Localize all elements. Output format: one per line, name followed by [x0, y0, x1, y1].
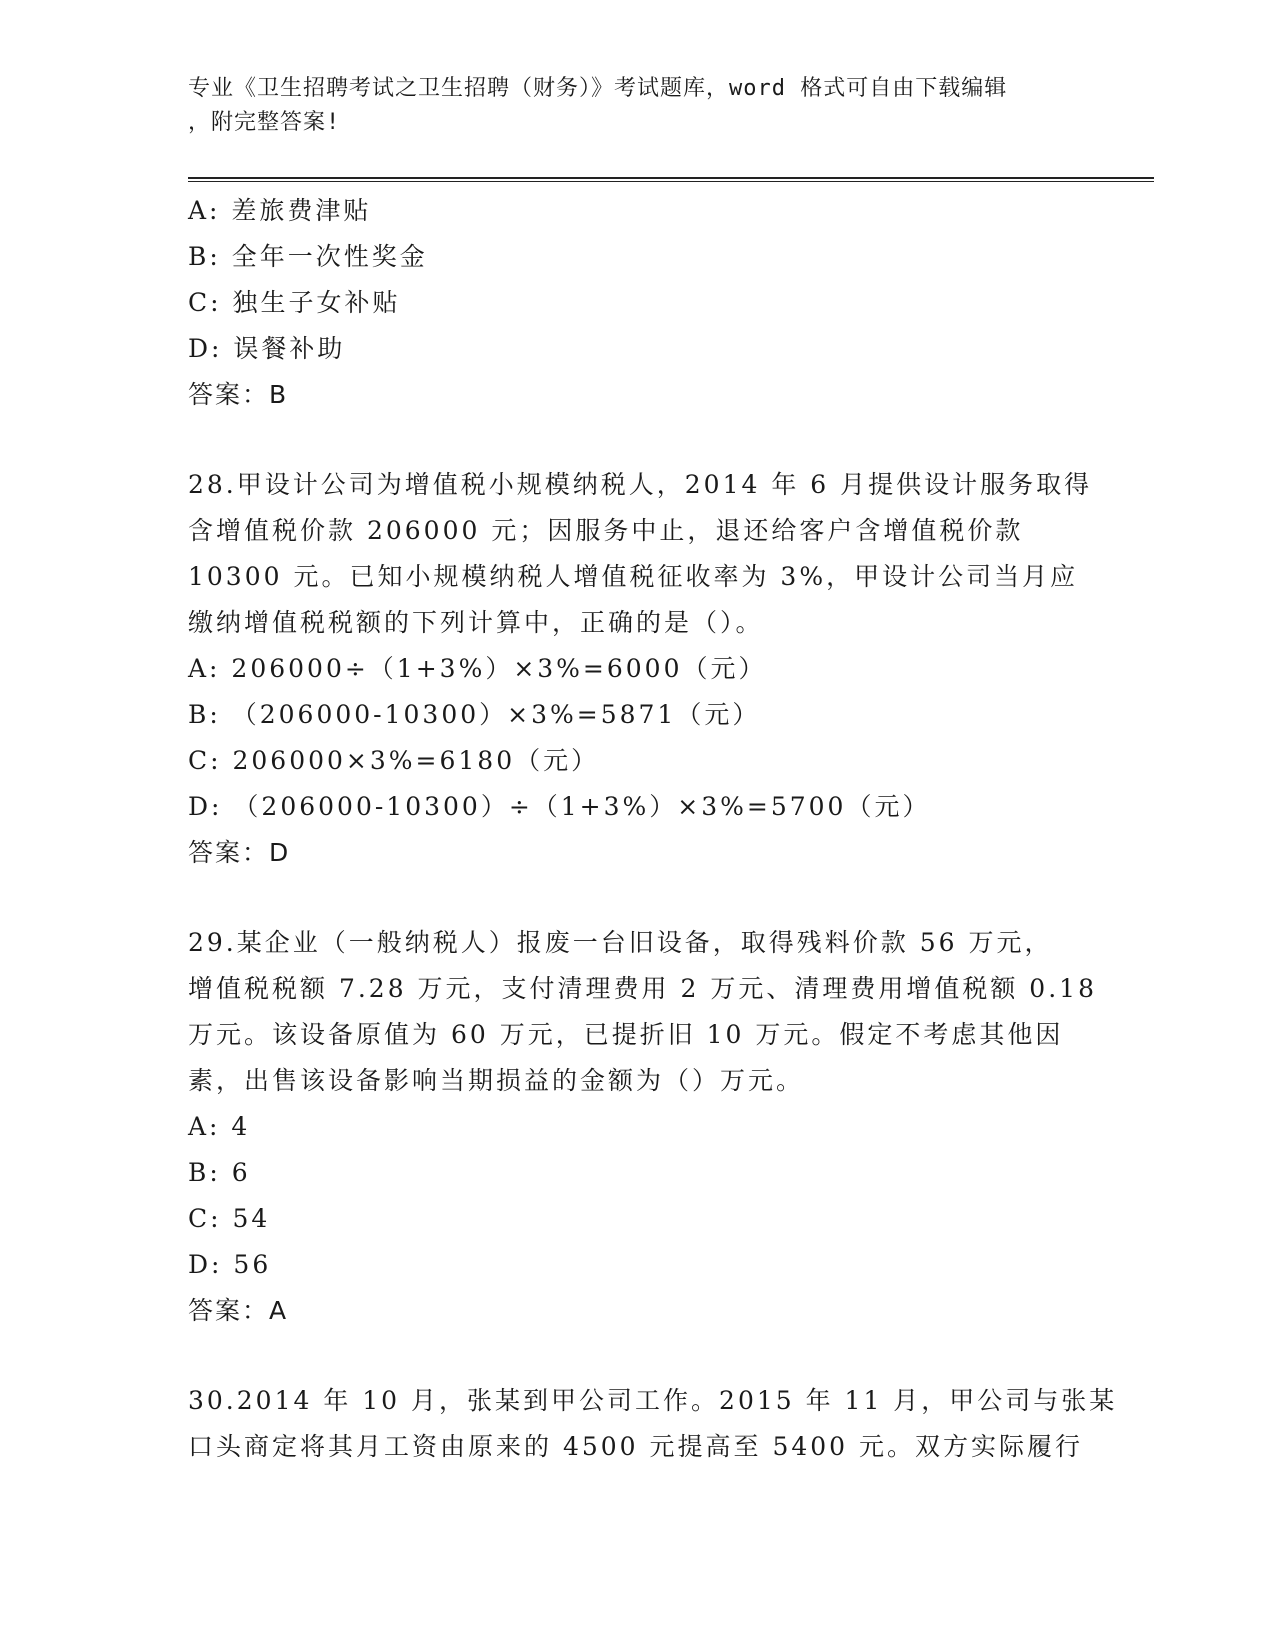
spacer: [188, 876, 1088, 920]
option-a: A: 差旅费津贴: [188, 196, 372, 225]
answer-line: 答案：D: [188, 838, 291, 867]
answer-line: 答案：A: [188, 1296, 289, 1325]
option-a: A: 206000÷（1+3%）×3%=6000（元）: [188, 654, 767, 683]
spacer: [188, 418, 1088, 462]
option-a: A: 4: [188, 1112, 251, 1141]
option-d: D: 56: [188, 1250, 272, 1279]
option-c: C: 独生子女补贴: [188, 288, 401, 317]
question-text-line: 素，出售该设备影响当期损益的金额为（）万元。: [188, 1066, 805, 1095]
question-30: [188, 1378, 1118, 1470]
question-text-line: 28.甲设计公司为增值税小规模纳税人，2014 年 6 月提供设计服务取得: [188, 470, 1093, 499]
answer-line: 答案：B: [188, 380, 289, 409]
document-header: [188, 72, 1088, 140]
option-c: C: 54: [188, 1204, 271, 1233]
question-29: [188, 920, 1097, 1334]
question-28: [188, 462, 1093, 876]
question-text-line: 30.2014 年 10 月，张某到甲公司工作。2015 年 11 月，甲公司与张某: [188, 1386, 1118, 1415]
question-27: [188, 188, 1088, 418]
question-text-line: 缴纳增值税税额的下列计算中，正确的是（）。: [188, 608, 764, 637]
option-b: B: 6: [188, 1158, 251, 1187]
header-line-1: 专业《卫生招聘考试之卫生招聘（财务）》考试题库，word 格式可自由下载编辑: [188, 76, 1008, 101]
question-text-line: 万元。该设备原值为 60 万元，已提折旧 10 万元。假定不考虑其他因: [188, 1020, 1064, 1049]
option-c: C: 206000×3%=6180（元）: [188, 746, 600, 775]
spacer: [188, 1334, 1088, 1378]
question-text-line: 10300 元。已知小规模纳税人增值税征收率为 3%，甲设计公司当月应: [188, 562, 1079, 591]
option-d: D: （206000-10300）÷（1+3%）×3%=5700（元）: [188, 792, 931, 821]
question-content: [188, 188, 1118, 1470]
option-b: B: 全年一次性奖金: [188, 242, 428, 271]
question-text-line: 增值税税额 7.28 万元，支付清理费用 2 万元、清理费用增值税额 0.18: [188, 974, 1097, 1003]
option-b: B: （206000-10300）×3%=5871（元）: [188, 700, 761, 729]
header-line-2: ，附完整答案!: [188, 110, 341, 135]
question-text-line: 口头商定将其月工资由原来的 4500 元提高至 5400 元。双方实际履行: [188, 1432, 1084, 1461]
question-text-line: 29.某企业（一般纳税人）报废一台旧设备，取得残料价款 56 万元，: [188, 928, 1053, 957]
header-divider: [188, 177, 1154, 182]
option-d: D: 误餐补助: [188, 334, 346, 363]
question-text-line: 含增值税价款 206000 元；因服务中止，退还给客户含增值税价款: [188, 516, 1024, 545]
